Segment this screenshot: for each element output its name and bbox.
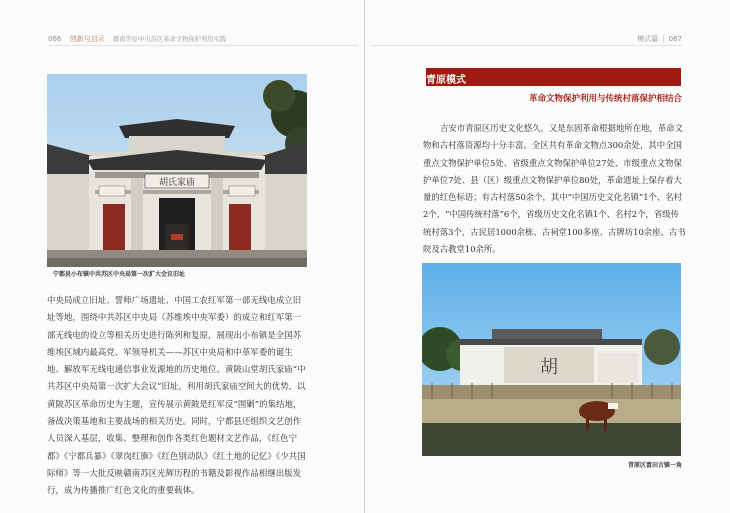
left-running-head [48,34,226,44]
left-book-subtitle: 赣南等原中央苏区革命文物保护利用实践 [112,36,227,43]
wall-character: 胡 [540,357,558,378]
mode-subtitle: 革命文物保护利用与传统村落保护相结合 [528,94,682,104]
ancient-town-photo [422,263,681,456]
right-photo-caption: 青原区富田古镇一角 [627,462,682,469]
mode-title: 青原模式 [426,75,466,86]
right-page-number: 067 [668,35,682,43]
right-running-head [637,34,682,44]
left-page-number: 066 [48,35,62,43]
right-body-paragraph: 吉安市青原区历史文化悠久，又是东固革命根据地所在地，革命文物和古村落资源均十分丰富。全区共有革命文物点300余处，其中全国重点文物保护单位5处、省级重点文物保护单位27处、市级重点文物保护单位7处、县（区）级重点文物保护单位80处，革命遗址上保存着大量的红色标语；有古村落50余个，其中“中国历史文化名镇”1个、名村2个，“中国传统村落”6个，省级历史文化名镇1个、名村2个，省级传统村落3个，古民居1000余栋、古祠堂100多座、古牌坊10余座、古书院及古教堂10余所。 [423,123,686,255]
ancestral-temple-illustration [47,74,307,267]
left-header-rule [48,45,358,46]
running-head-separator: | [662,35,665,43]
right-header-rule [371,45,682,46]
ancient-town-illustration [422,263,681,456]
right-section-title: 模式篇 [637,35,659,43]
temple-sign-text: 胡氏家庙 [158,178,196,188]
left-body-paragraph: 中央局成立旧址、誓师广场遗址、中国工农红军第一部无线电成立旧址等地，围绕中共苏区中央局（苏维埃中央军委）的成立和红军第一部无线电的设立等相关历史进行陈列和复原，展现出小布镇是全国苏维埃区域内最高党、军领导机关——苏区中央局和中革军委的诞生地、解放军无线电通信事业发源地的历史地位。黄陂山堂胡氏家庙“中共苏区中央局第一次扩大会议”旧址，利用胡氏家庙空间大的优势，以黄陂苏区革命历史为主题，宣传展示黄陂是红军反“围剿”的集结地，备战决策基地和主要战场的相关历史。同时，宁都县还组织文艺创作人员深入基层，收集、整理和创作各类红色题材文艺作品，《红色宁都》《宁都兵暴》《翠岗红旗》《红色别动队》《红土地的记忆》《少共国际师》等一大批反映赣南苏区光辉历程的书籍及影视作品相继出版发行，成为传播推广红色文化的重要载体。 [47,295,306,496]
left-chapter-title: 创新与启示 [69,35,105,43]
left-photo-caption: 宁都县小布镇中共苏区中央局第一次扩大会议旧址 [53,271,186,278]
mode-title-bar [426,68,681,86]
ancestral-temple-photo [47,74,307,267]
right-page [365,0,730,513]
